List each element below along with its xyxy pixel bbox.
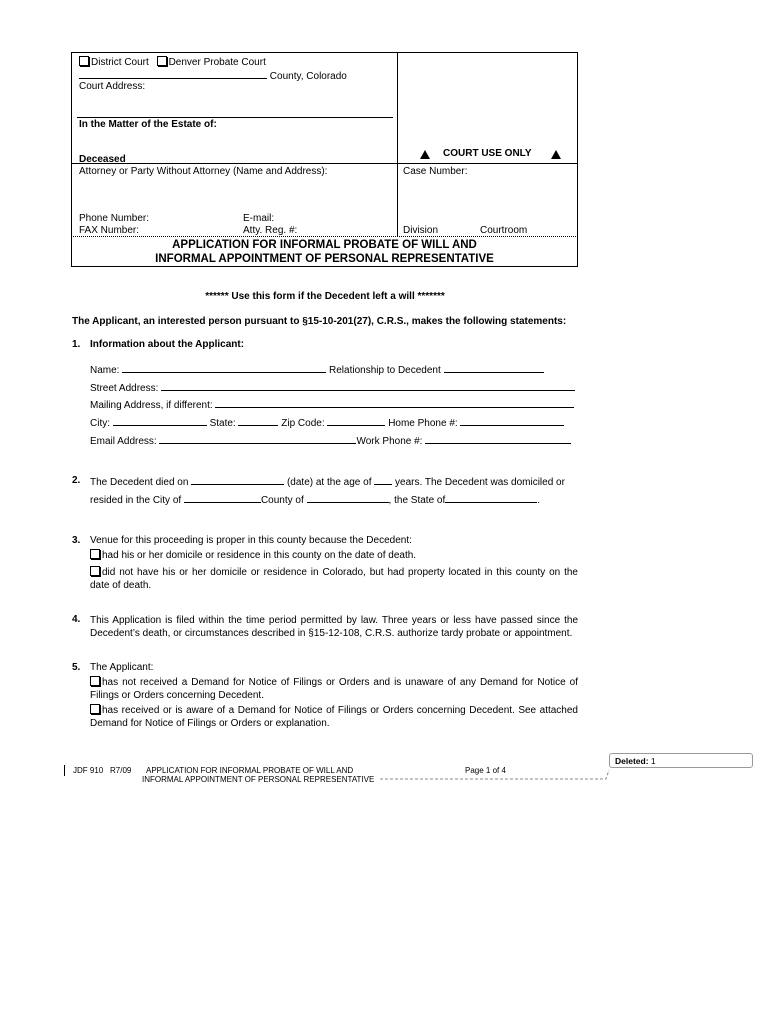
- street-field[interactable]: [161, 381, 575, 391]
- phone-number-label: Phone Number:: [79, 213, 150, 224]
- resided-state-field[interactable]: [445, 493, 537, 503]
- change-bar: [64, 765, 65, 776]
- deleted-comment-balloon[interactable]: [609, 753, 753, 768]
- resided-county-field[interactable]: [307, 493, 389, 503]
- street-label: Street Address:: [90, 383, 159, 394]
- county-of-label: County of: [260, 495, 304, 506]
- form-title: [71, 238, 578, 266]
- city-field[interactable]: [113, 416, 207, 426]
- court-address-label: Court Address:: [79, 81, 146, 92]
- section-1-heading: Information about the Applicant:: [90, 339, 245, 350]
- timing-text: This Application is filed within the time period permitted by law. Three years or less have passed since the Decedent’s death, or circumstances described in §15-12-108, C.R.S. authorize tardy probate or appointment.: [90, 615, 578, 639]
- denver-probate-court-label: Denver Probate Court: [168, 57, 266, 68]
- venue-option-2: [90, 566, 578, 592]
- section-3-number: 3.: [72, 535, 81, 546]
- division-label: Division: [403, 225, 439, 236]
- comment-leader-line: [380, 764, 610, 784]
- case-number-label: Case Number:: [403, 166, 468, 177]
- email-address-field[interactable]: [159, 434, 356, 444]
- zip-label: Zip Code:: [281, 418, 325, 429]
- work-phone-field[interactable]: [425, 434, 571, 444]
- section-4-number: 4.: [72, 614, 81, 625]
- demand-option-1-label: has not received a Demand for Notice of Filings or Orders and is unaware of any Demand for Notice of Filings or Orders concerning Decedent.: [90, 677, 578, 701]
- venue-option-1: [90, 549, 416, 561]
- section-1-number: 1.: [72, 339, 81, 350]
- name-row: [90, 363, 544, 376]
- died-on-label: The Decedent died on: [90, 477, 189, 488]
- venue-option-2-checkbox[interactable]: [90, 566, 100, 576]
- relationship-field[interactable]: [444, 363, 544, 373]
- demand-option-2-label: has received or is aware of a Demand for Notice of Filings or Orders concerning Decedent. See attached Demand for Notice of Filings or Orders or explanation.: [90, 705, 578, 729]
- page-number: Page 1 of 4: [465, 766, 506, 775]
- email-address-label: Email Address:: [90, 436, 157, 447]
- venue-option-1-checkbox[interactable]: [90, 549, 100, 559]
- up-arrow-icon: [420, 150, 430, 159]
- form-id: JDF 910: [73, 766, 104, 775]
- footer-title: [142, 766, 375, 784]
- form-title-line2: INFORMAL APPOINTMENT OF PERSONAL REPRESENTATIVE: [155, 253, 494, 265]
- form-revision: R7/09: [110, 766, 132, 775]
- age-field[interactable]: [374, 475, 392, 485]
- demand-option-2: [90, 704, 578, 730]
- relationship-label: Relationship to Decedent: [329, 365, 441, 376]
- county-field[interactable]: [79, 69, 267, 79]
- years-label: years. The Decedent was domiciled or: [395, 477, 565, 488]
- atty-reg-label: Atty. Reg. #:: [243, 225, 298, 236]
- applicant-text: The Applicant:: [90, 662, 154, 673]
- death-date-field[interactable]: [191, 475, 284, 485]
- resided-city-field[interactable]: [184, 493, 261, 503]
- district-court-checkbox[interactable]: [79, 56, 89, 66]
- resided-row: [90, 493, 540, 506]
- zip-field[interactable]: [327, 416, 385, 426]
- denver-probate-court-checkbox[interactable]: [157, 56, 167, 66]
- street-row: [90, 381, 575, 394]
- date-age-label: (date) at the age of: [286, 477, 372, 488]
- county-colorado-label: County, Colorado: [269, 71, 347, 82]
- estate-of-label: In the Matter of the Estate of:: [79, 119, 217, 130]
- court-use-only-label: COURT USE ONLY: [443, 148, 532, 159]
- name-label: Name:: [90, 365, 120, 376]
- venue-option-1-label: had his or her domicile or residence in this county on the date of death.: [102, 550, 417, 561]
- email-label: E-mail:: [243, 213, 275, 224]
- email-row: [90, 434, 571, 447]
- deleted-comment-value: 1: [650, 756, 656, 766]
- died-row: [90, 475, 565, 488]
- mailing-label: Mailing Address, if different:: [90, 400, 213, 411]
- deceased-label: Deceased: [79, 154, 126, 165]
- section-2-number: 2.: [72, 475, 81, 486]
- deleted-comment-label: Deleted:: [615, 756, 649, 766]
- city-row: [90, 416, 564, 429]
- demand-option-1-checkbox[interactable]: [90, 676, 100, 686]
- demand-option-2-checkbox[interactable]: [90, 704, 100, 714]
- home-phone-field[interactable]: [460, 416, 564, 426]
- notice-text: ****** Use this form if the Decedent left a will *******: [205, 291, 445, 302]
- court-type-row: [79, 56, 266, 68]
- attorney-party-label: Attorney or Party Without Attorney (Name and Address):: [79, 166, 328, 177]
- footer-title-line2: INFORMAL APPOINTMENT OF PERSONAL REPRESENTATIVE: [142, 775, 375, 784]
- name-field[interactable]: [122, 363, 326, 373]
- mailing-row: [90, 398, 574, 411]
- form-title-line1: APPLICATION FOR INFORMAL PROBATE OF WILL AND: [172, 239, 477, 251]
- state-label: State:: [209, 418, 236, 429]
- home-phone-label: Home Phone #:: [388, 418, 458, 429]
- venue-text: Venue for this proceeding is proper in this county because the Decedent:: [90, 535, 412, 546]
- work-phone-label: Work Phone #:: [356, 436, 423, 447]
- state-field[interactable]: [238, 416, 278, 426]
- footer-title-line1: APPLICATION FOR INFORMAL PROBATE OF WILL AND: [146, 766, 354, 775]
- section-5-number: 5.: [72, 662, 81, 673]
- fax-number-label: FAX Number:: [79, 225, 140, 236]
- venue-option-2-label: did not have his or her domicile or residence in Colorado, but had property located in this county on the date of death.: [90, 567, 578, 591]
- courtroom-label: Courtroom: [480, 225, 528, 236]
- district-court-label: District Court: [91, 57, 149, 68]
- city-label: City:: [90, 418, 110, 429]
- resided-label: resided in the City of: [90, 495, 182, 506]
- mailing-field[interactable]: [215, 398, 574, 408]
- state-of-label: , the State of: [388, 495, 446, 506]
- demand-option-1: [90, 676, 578, 702]
- up-arrow-icon: [551, 150, 561, 159]
- intro-text: The Applicant, an interested person pursuant to §15-10-201(27), C.R.S., makes the following statements:: [72, 316, 567, 327]
- period: .: [537, 495, 541, 506]
